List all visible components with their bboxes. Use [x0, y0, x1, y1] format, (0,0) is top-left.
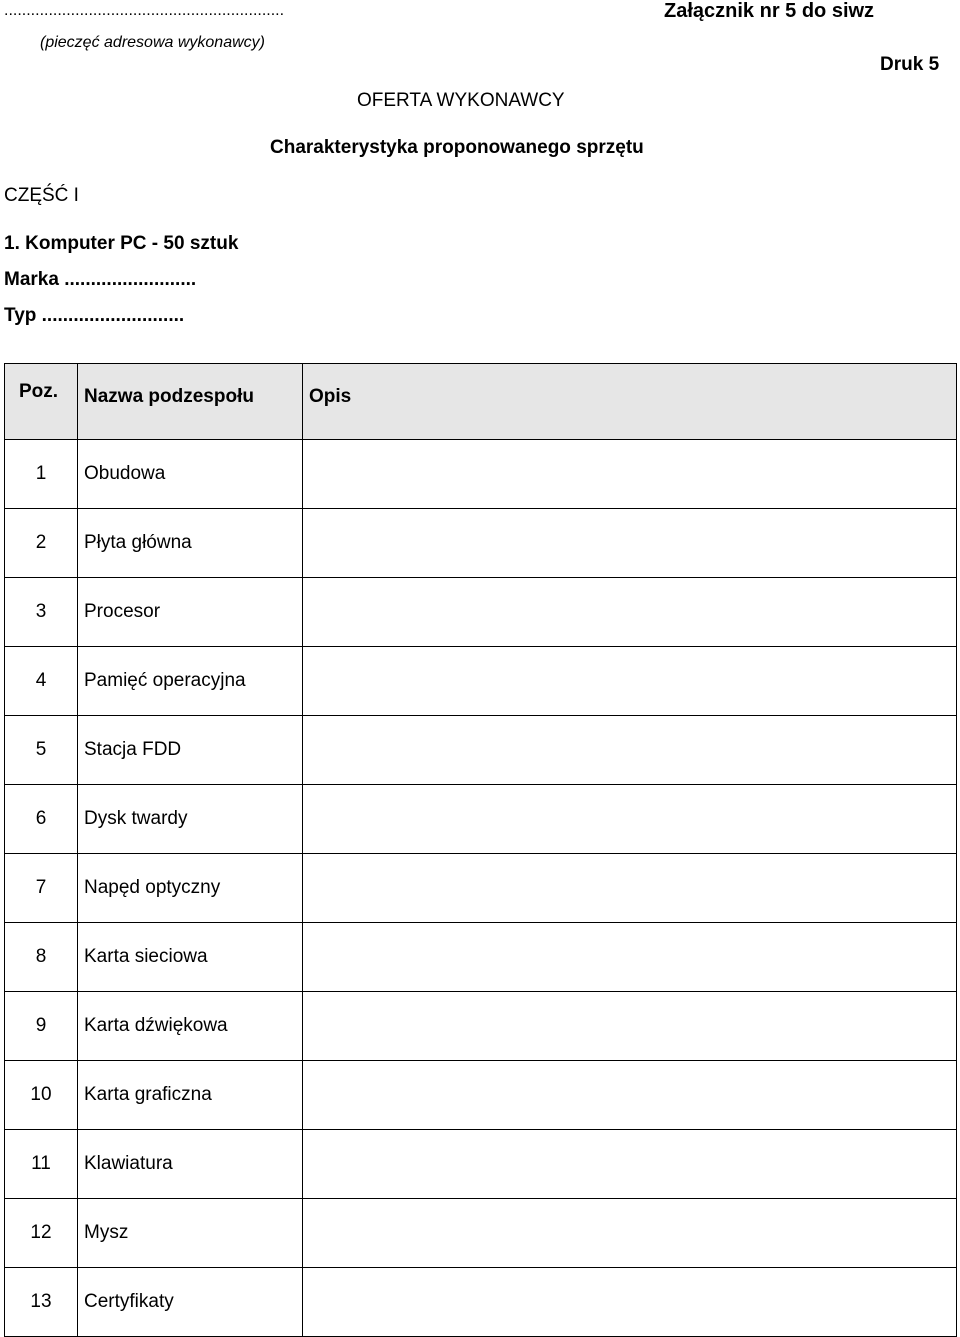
row-component-name: Karta sieciowa	[78, 923, 303, 992]
table-row	[5, 647, 957, 716]
table-row	[5, 923, 957, 992]
table-row	[5, 1199, 957, 1268]
row-position: 1	[5, 440, 78, 509]
attachment-label: Załącznik nr 5 do siwz	[664, 0, 875, 22]
row-component-name: Napęd optyczny	[78, 854, 303, 923]
row-description-cell[interactable]	[303, 1199, 957, 1268]
row-component-name: Karta graficzna	[78, 1061, 303, 1130]
row-component-name: Pamięć operacyjna	[78, 647, 303, 716]
row-description-cell[interactable]	[303, 440, 957, 509]
table-row	[5, 440, 957, 509]
item-heading: 1. Komputer PC - 50 sztuk	[4, 233, 239, 254]
row-component-name: Dysk twardy	[78, 785, 303, 854]
row-description-cell[interactable]	[303, 716, 957, 785]
row-description-cell[interactable]	[303, 992, 957, 1061]
col-header-name: Nazwa podzespołu	[78, 364, 303, 440]
row-position: 5	[5, 716, 78, 785]
table-header-row	[5, 364, 957, 440]
row-position: 13	[5, 1268, 78, 1337]
col-header-description: Opis	[303, 364, 957, 440]
row-description-cell[interactable]	[303, 1061, 957, 1130]
stamp-dots: ...............................................................	[4, 2, 285, 19]
table-row	[5, 578, 957, 647]
table-row	[5, 716, 957, 785]
row-position: 10	[5, 1061, 78, 1130]
table-row	[5, 854, 957, 923]
print-number: Druk 5	[880, 54, 940, 75]
row-description-cell[interactable]	[303, 647, 957, 716]
row-position: 11	[5, 1130, 78, 1199]
table-row	[5, 1268, 957, 1337]
row-description-cell[interactable]	[303, 578, 957, 647]
row-description-cell[interactable]	[303, 1268, 957, 1337]
stamp-label: (pieczęć adresowa wykonawcy)	[40, 34, 265, 51]
row-description-cell[interactable]	[303, 923, 957, 992]
row-component-name: Płyta główna	[78, 509, 303, 578]
row-position: 6	[5, 785, 78, 854]
col-header-position: Poz.	[5, 364, 78, 440]
type-field: Typ ...........................	[4, 305, 185, 326]
table-row	[5, 1061, 957, 1130]
spec-table	[4, 363, 957, 1337]
row-position: 8	[5, 923, 78, 992]
table-row	[5, 509, 957, 578]
row-component-name: Klawiatura	[78, 1130, 303, 1199]
row-position: 4	[5, 647, 78, 716]
table-row	[5, 1130, 957, 1199]
row-component-name: Stacja FDD	[78, 716, 303, 785]
row-component-name: Certyfikaty	[78, 1268, 303, 1337]
row-position: 3	[5, 578, 78, 647]
row-component-name: Obudowa	[78, 440, 303, 509]
section-label: CZĘŚĆ I	[4, 185, 79, 206]
table-row	[5, 785, 957, 854]
row-position: 9	[5, 992, 78, 1061]
row-component-name: Procesor	[78, 578, 303, 647]
row-description-cell[interactable]	[303, 1130, 957, 1199]
table-row	[5, 992, 957, 1061]
row-description-cell[interactable]	[303, 854, 957, 923]
row-description-cell[interactable]	[303, 785, 957, 854]
page-subtitle: Charakterystyka proponowanego sprzętu	[270, 137, 644, 158]
row-component-name: Mysz	[78, 1199, 303, 1268]
row-description-cell[interactable]	[303, 509, 957, 578]
row-position: 2	[5, 509, 78, 578]
page-title: OFERTA WYKONAWCY	[357, 90, 565, 111]
row-position: 12	[5, 1199, 78, 1268]
row-component-name: Karta dźwiękowa	[78, 992, 303, 1061]
brand-field: Marka .........................	[4, 269, 197, 290]
row-position: 7	[5, 854, 78, 923]
